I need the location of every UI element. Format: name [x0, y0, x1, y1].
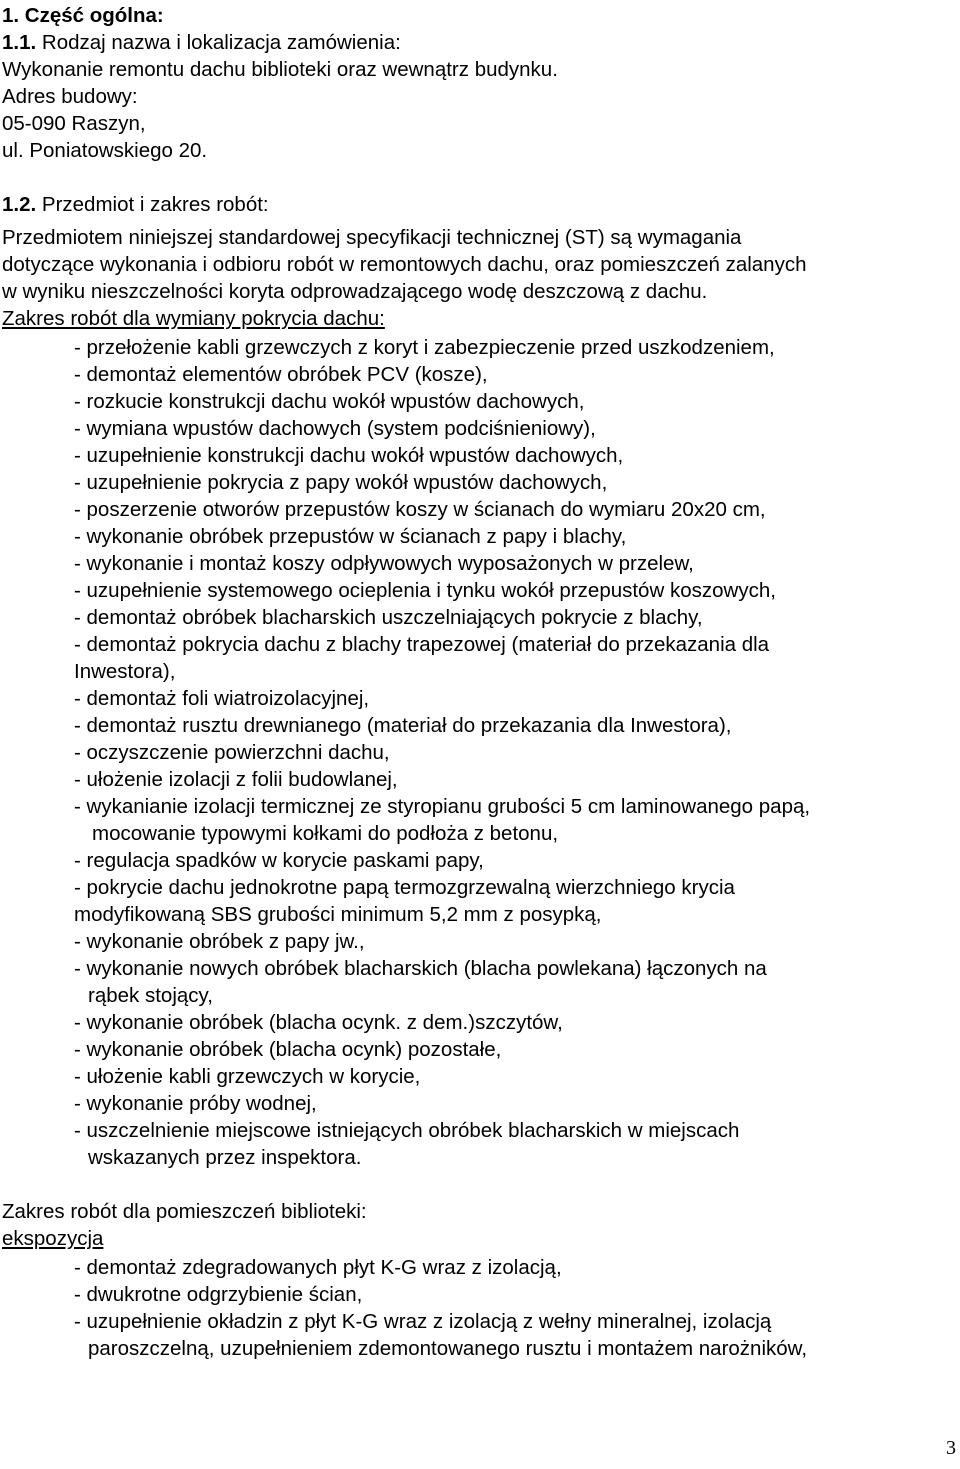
list-item: - wymiana wpustów dachowych (system podciśnieniowy), — [74, 417, 596, 440]
list-item-continuation: wskazanych przez inspektora. — [88, 1146, 362, 1169]
list-item: - pokrycie dachu jednokrotne papą termozgrzewalną wierzchniego krycia — [74, 876, 735, 899]
list-item: - wykonanie obróbek (blacha ocynk. z dem.)szczytów, — [74, 1011, 563, 1034]
address-line: ul. Poniatowskiego 20. — [2, 139, 208, 162]
list-item: - wykanianie izolacji termicznej ze styropianu grubości 5 cm laminowanego papą, — [74, 795, 811, 818]
list-item: - dwukrotne odgrzybienie ścian, — [74, 1283, 363, 1306]
list-item: - wykonanie obróbek przepustów w ścianach z papy i blachy, — [74, 525, 627, 548]
list-item: - ułożenie izolacji z folii budowlanej, — [74, 768, 398, 791]
page-number: 3 — [946, 1437, 956, 1459]
roof-scope-heading: Zakres robót dla wymiany pokrycia dachu: — [2, 307, 385, 330]
list-item: - demontaż obróbek blacharskich uszczelniających pokrycie z blachy, — [74, 606, 703, 629]
list-item: - uzupełnienie systemowego ocieplenia i tynku wokół przepustów koszowych, — [74, 579, 776, 602]
list-item: - ułożenie kabli grzewczych w korycie, — [74, 1065, 421, 1088]
list-item-continuation: Inwestora), — [74, 660, 176, 683]
list-item: - wykonanie i montaż koszy odpływowych wyposażonych w przelew, — [74, 552, 694, 575]
list-item: - uzupełnienie okładzin z płyt K-G wraz z izolacją z wełny mineralnej, izolacją — [74, 1310, 772, 1333]
list-item: - demontaż pokrycia dachu z blachy trapezowej (materiał do przekazania dla — [74, 633, 770, 656]
paragraph-line: w wyniku nieszczelności koryta odprowadzającego wodę deszczową z dachu. — [2, 280, 708, 303]
address-line: 05-090 Raszyn, — [2, 112, 146, 135]
list-item: - rozkucie konstrukcji dachu wokół wpustów dachowych, — [74, 390, 585, 413]
paragraph-line: dotyczące wykonania i odbioru robót w remontowych dachu, oraz pomieszczeń zalanych — [2, 253, 807, 276]
list-item: - przełożenie kabli grzewczych z koryt i zabezpieczenie przed uszkodzeniem, — [74, 336, 775, 359]
list-item: - poszerzenie otworów przepustów koszy w ścianach do wymiaru 20x20 cm, — [74, 498, 766, 521]
library-subheading: ekspozycja — [2, 1227, 104, 1250]
list-item: - demontaż foli wiatroizolacyjnej, — [74, 687, 370, 710]
list-item-continuation: rąbek stojący, — [88, 984, 213, 1007]
address-label: Adres budowy: — [2, 85, 138, 108]
list-item: - wykonanie nowych obróbek blacharskich (blacha powlekana) łączonych na — [74, 957, 767, 980]
list-item: - demontaż zdegradowanych płyt K-G wraz z izolacją, — [74, 1256, 562, 1279]
list-item: - uzupełnienie konstrukcji dachu wokół wpustów dachowych, — [74, 444, 624, 467]
subsection-heading — [2, 29, 401, 56]
subsection-number: 1.2. — [2, 193, 37, 216]
list-item: - uszczelnienie miejscowe istniejących obróbek blacharskich w miejscach — [74, 1119, 740, 1142]
section-title: 1. Część ogólna: — [2, 4, 164, 27]
subsection-number: 1.1. — [2, 31, 37, 54]
list-item: - uzupełnienie pokrycia z papy wokół wpustów dachowych, — [74, 471, 608, 494]
subsection-title: Przedmiot i zakres robót: — [36, 193, 269, 216]
list-item: - wykonanie próby wodnej, — [74, 1092, 317, 1115]
list-item: - demontaż rusztu drewnianego (materiał do przekazania dla Inwestora), — [74, 714, 732, 737]
list-item-continuation: modyfikowaną SBS grubości minimum 5,2 mm z posypką, — [74, 903, 602, 926]
list-item: - oczyszczenie powierzchni dachu, — [74, 741, 390, 764]
list-item: - wykonanie obróbek (blacha ocynk) pozostałe, — [74, 1038, 502, 1061]
list-item: - regulacja spadków w korycie paskami papy, — [74, 849, 484, 872]
list-item-continuation: paroszczelną, uzupełnieniem zdemontowanego rusztu i montażem narożników, — [88, 1337, 808, 1360]
order-description: Wykonanie remontu dachu biblioteki oraz wewnątrz budynku. — [2, 58, 558, 81]
paragraph-line: Przedmiotem niniejszej standardowej specyfikacji technicznej (ST) są wymagania — [2, 226, 742, 249]
subsection-title: Rodzaj nazwa i lokalizacja zamówienia: — [36, 31, 401, 54]
library-scope-heading: Zakres robót dla pomieszczeń biblioteki: — [2, 1200, 367, 1223]
list-item: - demontaż elementów obróbek PCV (kosze), — [74, 363, 488, 386]
list-item: - wykonanie obróbek z papy jw., — [74, 930, 365, 953]
list-item-continuation: mocowanie typowymi kołkami do podłoża z betonu, — [92, 822, 559, 845]
subsection-heading — [2, 191, 269, 218]
